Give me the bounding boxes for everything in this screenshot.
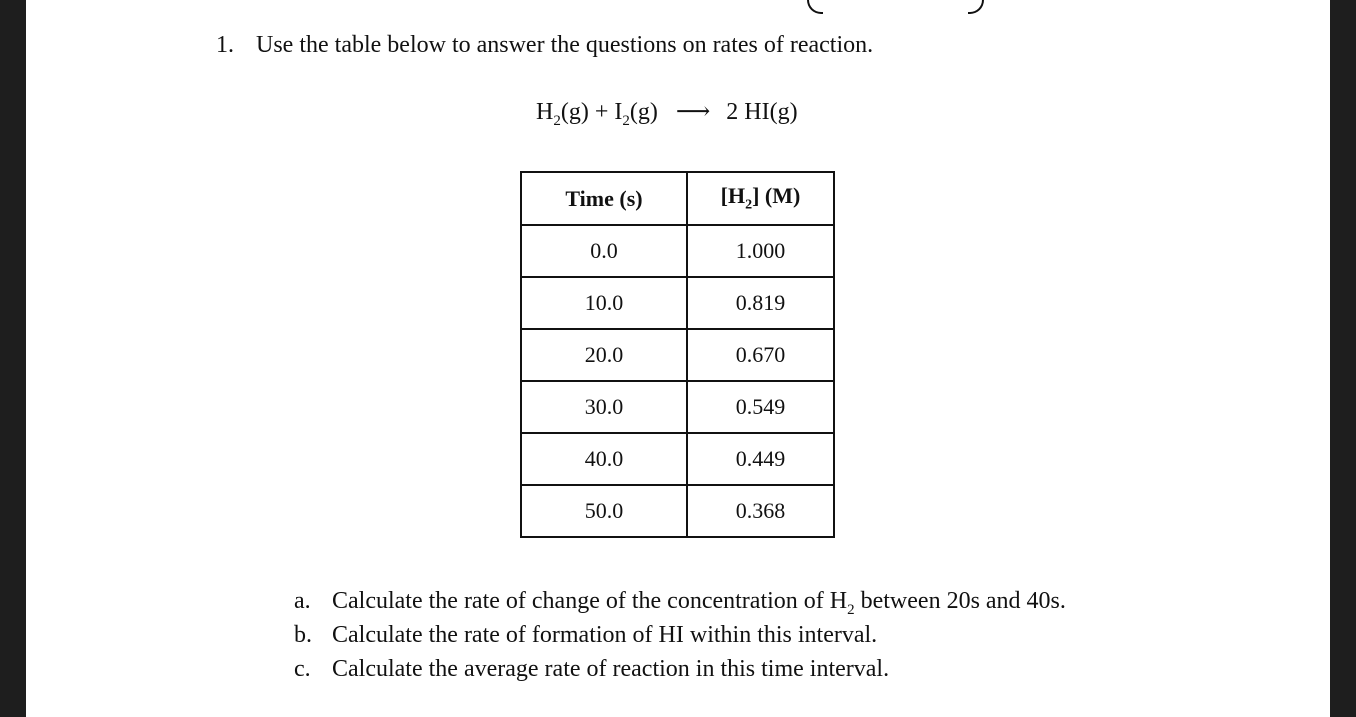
- table-row: [521, 329, 834, 381]
- concentration-cell: 0.670: [687, 329, 834, 381]
- part-text: Calculate the rate of change of the concentration of $H_2$ between 20s and 40s.: [332, 588, 1066, 618]
- time-cell: 40.0: [521, 433, 687, 485]
- part-letter: c.: [294, 656, 311, 682]
- table-row: [521, 225, 834, 277]
- header-time: Time (s): [521, 172, 687, 225]
- table-row: [521, 381, 834, 433]
- concentration-table: [520, 171, 835, 538]
- document-page: [26, 0, 1330, 717]
- table-header-row: [521, 172, 834, 225]
- concentration-cell: 0.819: [687, 277, 834, 329]
- plus-sign: +: [594, 99, 609, 125]
- table-row: [521, 433, 834, 485]
- concentration-cell: 0.449: [687, 433, 834, 485]
- part-text: Calculate the average rate of reaction in this time interval.: [332, 656, 890, 682]
- product-hi: 2 HI(g): [726, 99, 798, 125]
- concentration-cell: 0.368: [687, 485, 834, 537]
- time-cell: 50.0: [521, 485, 687, 537]
- part-text: Calculate the rate of formation of HI within this interval.: [332, 622, 878, 648]
- reaction-equation: [536, 97, 798, 130]
- header-concentration: $[H_2]$ (M): [687, 172, 834, 225]
- question-text: Use the table below to answer the questions on rates of reaction.: [256, 32, 874, 58]
- part-letter: b.: [294, 622, 312, 648]
- question-number: 1.: [216, 32, 234, 58]
- concentration-cell: 1.000: [687, 225, 834, 277]
- time-cell: 20.0: [521, 329, 687, 381]
- reactant-i2: $I_2(g)$: [614, 99, 658, 129]
- part-letter: a.: [294, 588, 311, 614]
- time-cell: 0.0: [521, 225, 687, 277]
- reaction-arrow: ⟶: [675, 99, 711, 125]
- bracket-arc-right: [968, 0, 984, 14]
- time-cell: 30.0: [521, 381, 687, 433]
- concentration-cell: 0.549: [687, 381, 834, 433]
- reactant-h2: $H_2(g)$: [536, 99, 589, 129]
- table-row: [521, 485, 834, 537]
- time-cell: 10.0: [521, 277, 687, 329]
- table-row: [521, 277, 834, 329]
- bracket-arc-left: [807, 0, 823, 14]
